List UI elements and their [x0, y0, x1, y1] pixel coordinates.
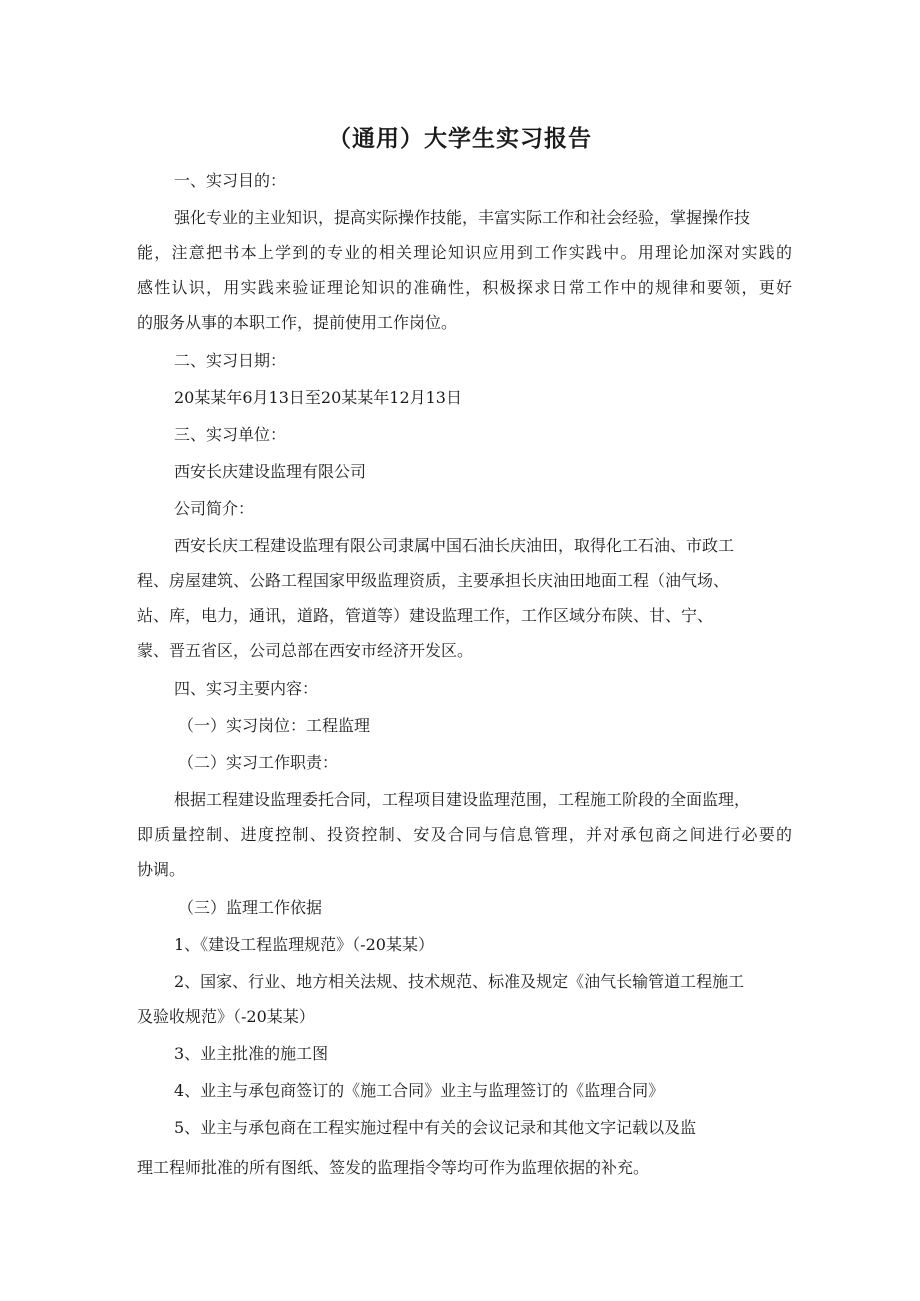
company-intro-line-2: 程、房屋建筑、公路工程国家甲级监理资质，主要承担长庆油田地面工程（油气场、 — [137, 571, 730, 590]
basis-item-1: 1、《建设工程监理规范》（-20某某） — [174, 935, 434, 954]
basis-item-2-line-2: 及验收规范》（-20某某） — [137, 1007, 315, 1026]
basis-item-5-line-2: 理工程师批准的所有图纸、签发的监理指令等均可作为监理依据的补充。 — [137, 1158, 650, 1177]
duty-heading: （二）实习工作职责： — [178, 753, 339, 772]
section-heading-dates: 二、实习日期： — [174, 351, 287, 370]
purpose-para-line-3: 感性认识，用实践来验证理论知识的准确性，积极探求日常工作中的规律和要领，更好 — [137, 278, 792, 297]
document-title: （通用）大学生实习报告 — [328, 126, 592, 152]
duty-para-line-1: 根据工程建设监理委托合同，工程项目建设监理范围，工程施工阶段的全面监理， — [174, 790, 751, 809]
duty-para-line-2: 即质量控制、进度控制、投资控制、安及合同与信息管理，并对承包商之间进行必要的 — [137, 825, 792, 844]
purpose-para-line-4: 的服务从事的本职工作，提前使用工作岗位。 — [137, 313, 458, 332]
purpose-para-line-1: 强化专业的主业知识，提高实际操作技能，丰富实际工作和社会经验，掌握操作技 — [174, 208, 751, 227]
company-name: 西安长庆建设监理有限公司 — [174, 462, 367, 481]
internship-post: （一）实习岗位：工程监理 — [178, 716, 371, 735]
basis-item-3: 3、业主批准的施工图 — [174, 1044, 329, 1063]
company-intro-line-3: 站、库，电力，通讯，道路，管道等）建设监理工作，工作区域分布陕、甘、宁、 — [137, 606, 714, 625]
section-heading-purpose: 一、实习目的： — [174, 171, 287, 190]
company-intro-line-4: 蒙、晋五省区，公司总部在西安市经济开发区。 — [137, 641, 474, 660]
basis-item-2-line-1: 2、国家、行业、地方相关法规、技术规范、标准及规定《油气长输管道工程施工 — [174, 972, 745, 991]
section-heading-content: 四、实习主要内容： — [174, 679, 319, 698]
section-heading-unit: 三、实习单位： — [174, 425, 287, 444]
basis-item-4: 4、业主与承包商签订的《施工合同》业主与监理签订的《监理合同》 — [174, 1081, 665, 1100]
internship-dates: 20某某年6月13日至20某某年12月13日 — [174, 388, 462, 407]
purpose-para-line-2: 能，注意把书本上学到的专业的相关理论知识应用到工作实践中。用理论加深对实践的 — [137, 243, 792, 262]
company-intro-line-1: 西安长庆工程建设监理有限公司隶属中国石油长庆油田，取得化工石油、市政工 — [174, 536, 735, 555]
basis-heading: （三）监理工作依据 — [178, 898, 323, 917]
duty-para-line-3: 协调。 — [137, 860, 186, 879]
company-intro-label: 公司简介： — [174, 499, 255, 518]
basis-item-5-line-1: 5、业主与承包商在工程实施过程中有关的会议记录和其他文字记载以及监 — [174, 1118, 697, 1137]
